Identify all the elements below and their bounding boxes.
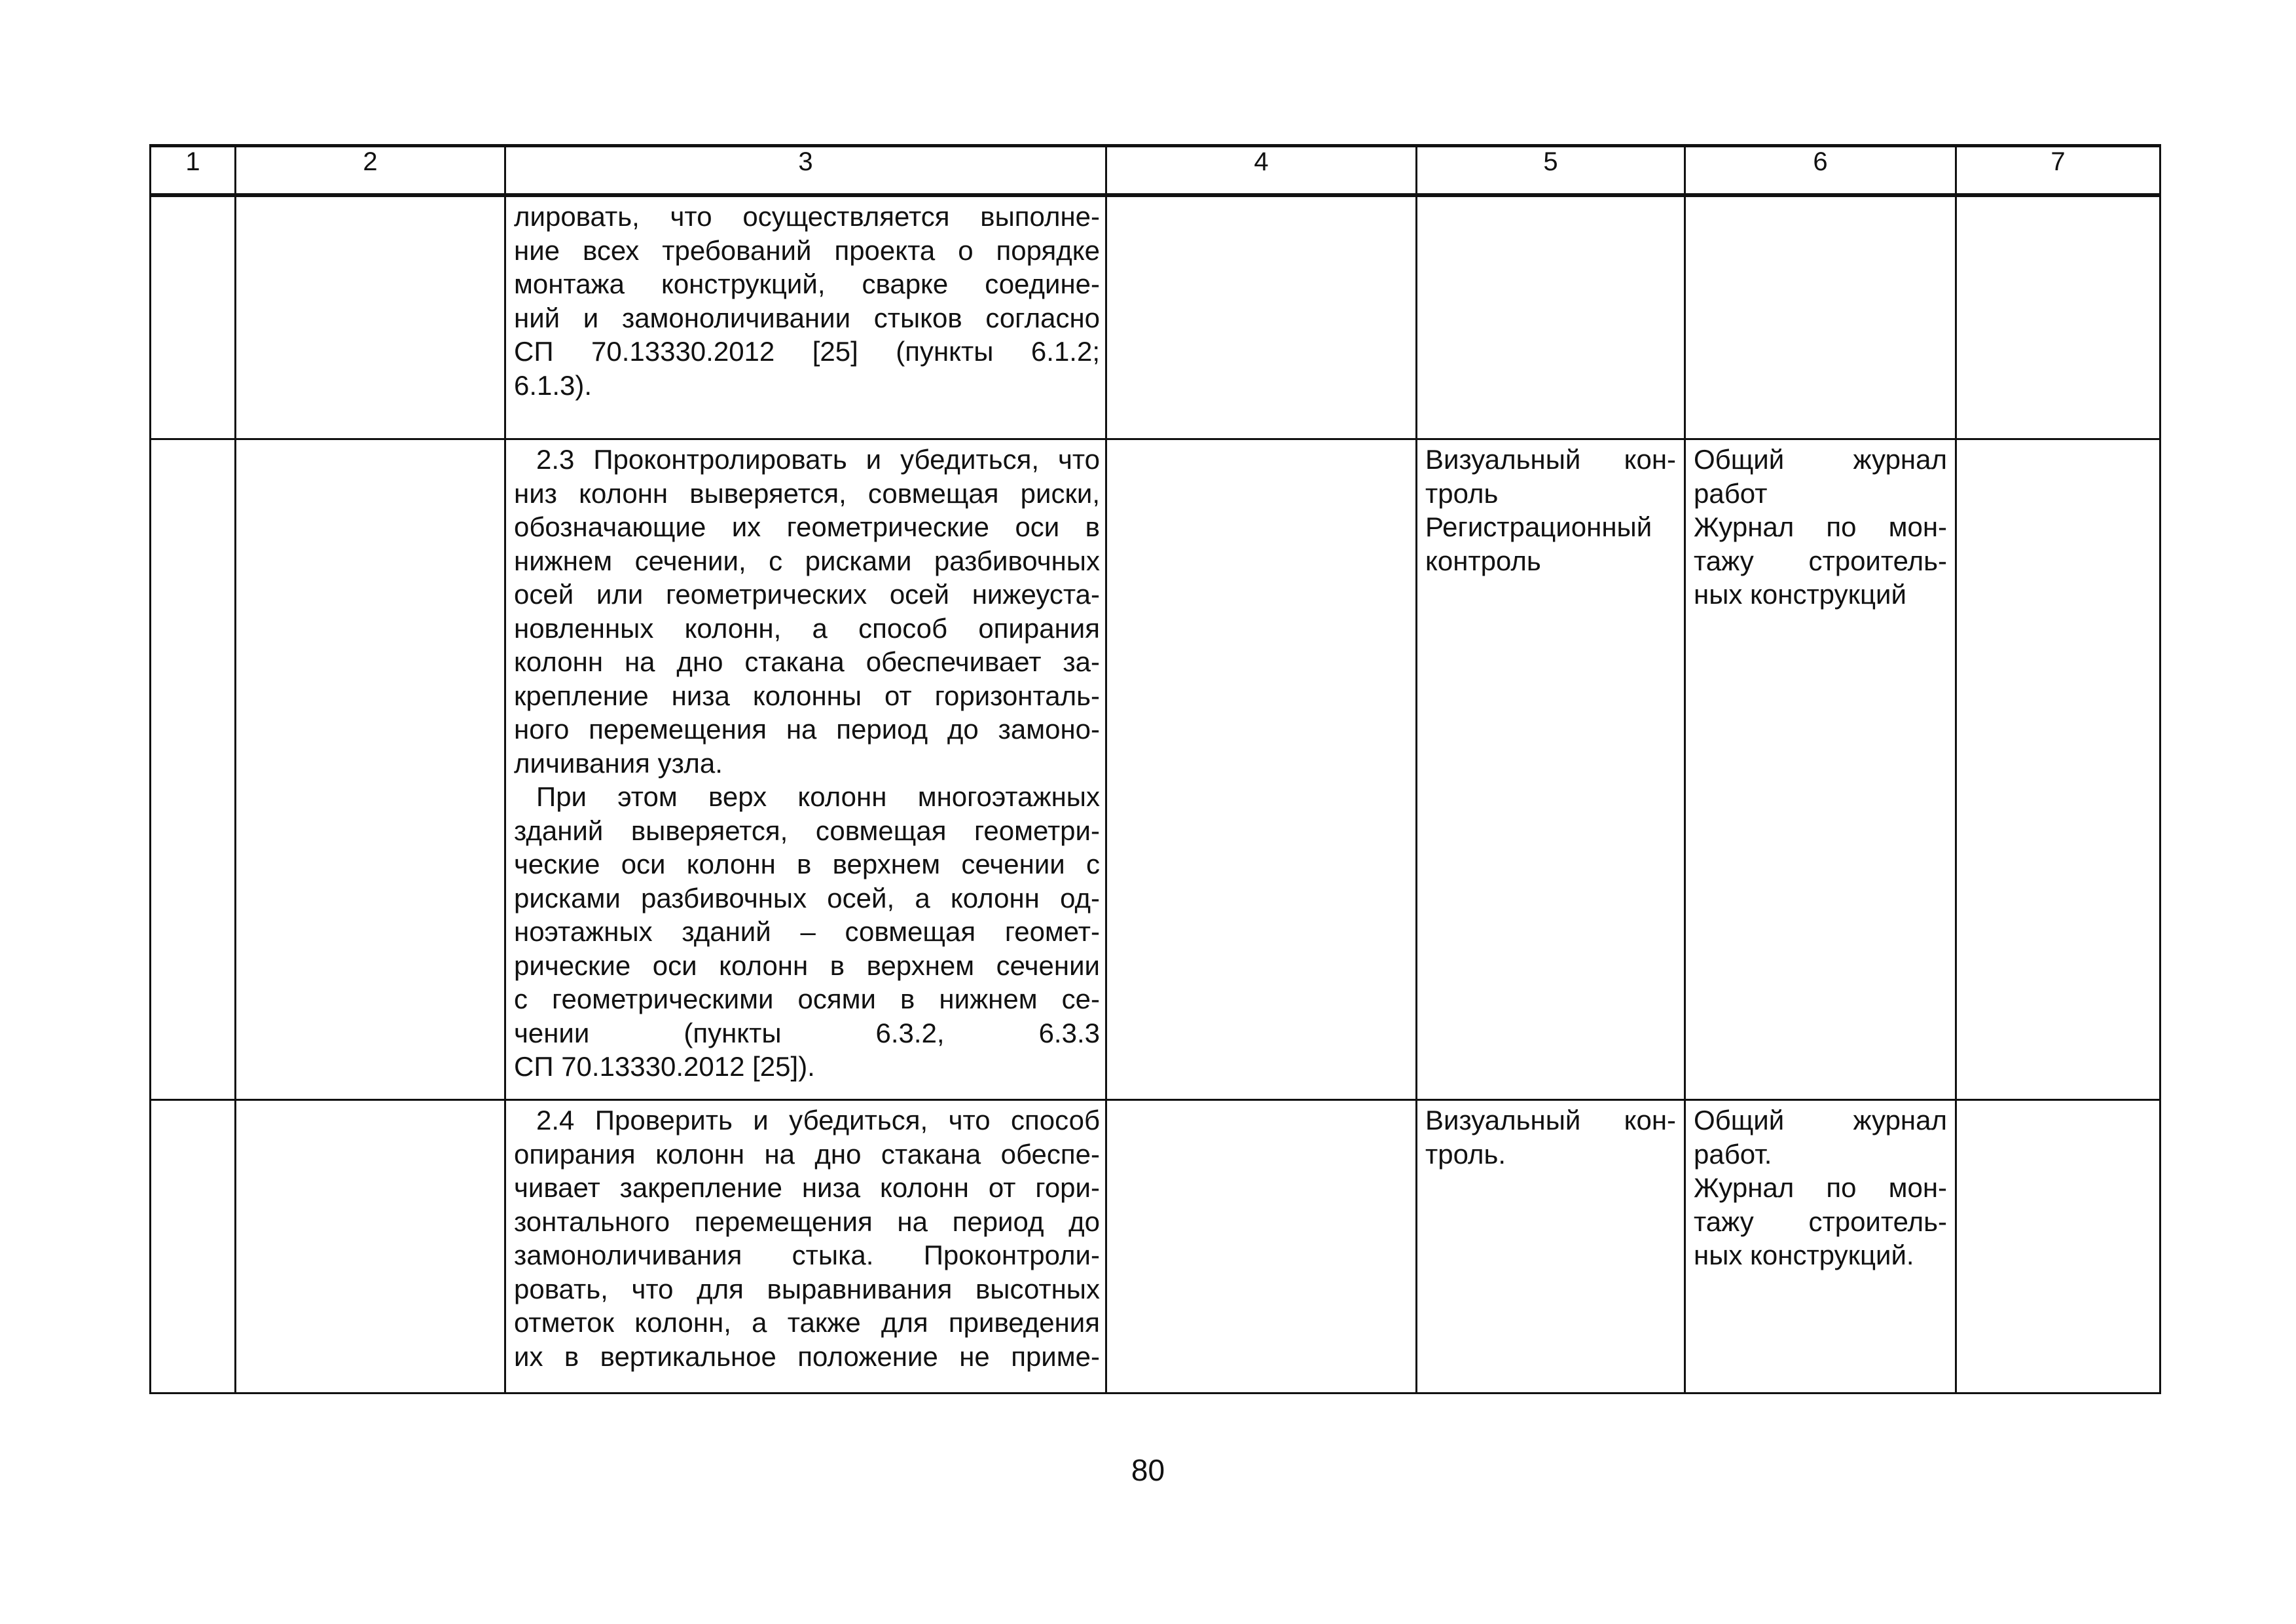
cell-col2 [236, 1100, 505, 1393]
text-line: рисками разбивочных осей, а колонн од- [514, 882, 1100, 913]
text-line: осей или геометрических осей нижеуста- [514, 579, 1100, 610]
cell-col5 [1417, 195, 1685, 439]
text-line: Журнал по мон- [1694, 511, 1947, 542]
text-line: с геометрическими осями в нижнем се- [514, 984, 1100, 1014]
cell-col4 [1106, 439, 1417, 1100]
text-line: отметок колонн, а также для приведения [514, 1307, 1100, 1338]
cell-col4 [1106, 195, 1417, 439]
col-header-1: 1 [151, 146, 236, 196]
cell-col1 [151, 195, 236, 439]
text-line: низ колонн выверяется, совмещая риски, [514, 477, 1100, 509]
text-line: чивает закрепление низа колонн от гори- [514, 1172, 1100, 1203]
text-line: новленных колонн, а способ опирания [514, 612, 1100, 644]
text-line: монтажа конструкций, сварке соедине- [514, 268, 1100, 299]
text-line: Регистрационный [1425, 511, 1652, 542]
col-header-7: 7 [1956, 146, 2160, 196]
text-line: обозначающие их геометрические оси в [514, 511, 1100, 542]
text-line: ных конструкций. [1694, 1240, 1914, 1270]
cell-col1 [151, 439, 236, 1100]
text-line: замоноличивания стыка. Проконтроли- [514, 1240, 1100, 1270]
text-line: При этом верх колонн многоэтажных [536, 781, 1100, 812]
requirements-table [149, 144, 2159, 1394]
cell-col6 [1685, 1100, 1956, 1393]
text-line: тажу строитель- [1694, 1206, 1947, 1237]
text-line: троль [1425, 477, 1499, 509]
cell-col7 [1956, 1100, 2160, 1393]
text-line: СП 70.13330.2012 [25] (пункты 6.1.2; [514, 336, 1100, 367]
cell-col2 [236, 439, 505, 1100]
table-row [151, 1100, 2160, 1393]
text-line: ных конструкций [1694, 579, 1906, 610]
cell-col3 [505, 1100, 1106, 1393]
text-line: Общий журнал [1694, 444, 1947, 475]
text-line: зданий выверяется, совмещая геометри- [514, 815, 1100, 846]
col-header-5: 5 [1417, 146, 1685, 196]
text-line: колонн на дно стакана обеспечивает за- [514, 646, 1100, 677]
text-line: работ. [1694, 1138, 1772, 1170]
col-header-4: 4 [1106, 146, 1417, 196]
col-header-2: 2 [236, 146, 505, 196]
cell-col4 [1106, 1100, 1417, 1393]
cell-col2 [236, 195, 505, 439]
cell-col7 [1956, 195, 2160, 439]
text-line: Визуальный кон- [1425, 444, 1676, 475]
table-row [151, 439, 2160, 1100]
text-line: тажу строитель- [1694, 545, 1947, 576]
text-line: ческие оси колонн в верхнем сечении с [514, 849, 1100, 879]
cell-col5 [1417, 439, 1685, 1100]
text-line: 2.4 Проверить и убедиться, что способ [536, 1105, 1100, 1135]
cell-col6 [1685, 195, 1956, 439]
cell-col7 [1956, 439, 2160, 1100]
text-line: их в вертикальное положение не приме- [514, 1340, 1100, 1372]
text-line: зонтального перемещения на период до [514, 1206, 1100, 1237]
cell-col6 [1685, 439, 1956, 1100]
text-line: 2.3 Проконтролировать и убедиться, что [536, 444, 1100, 475]
table-row [151, 195, 2160, 439]
cell-col3 [505, 195, 1106, 439]
text-line: ние всех требований проекта о порядке [514, 234, 1100, 266]
text-line: ного перемещения на период до замоно- [514, 714, 1100, 745]
text-line: ровать, что для выравнивания высотных [514, 1273, 1100, 1304]
col-header-3: 3 [505, 146, 1106, 196]
text-line: ний и замоноличивании стыков согласно [514, 302, 1100, 333]
text-line: Общий журнал [1694, 1105, 1947, 1135]
text-line: Визуальный кон- [1425, 1105, 1676, 1135]
text-line: личивания узла. [514, 747, 723, 779]
text-line: 6.1.3). [514, 369, 592, 401]
text-line: нижнем сечении, с рисками разбивочных [514, 545, 1100, 576]
text-line: лировать, что осуществляется выполне- [514, 201, 1100, 232]
text-line: крепление низа колонны от горизонталь- [514, 680, 1100, 711]
text-line: Журнал по мон- [1694, 1172, 1947, 1203]
cell-col5 [1417, 1100, 1685, 1393]
text-line: контроль [1425, 545, 1541, 576]
text-line: рические оси колонн в верхнем сечении [514, 950, 1100, 981]
header-row [151, 146, 2160, 196]
text-line: ноэтажных зданий – совмещая геомет- [514, 916, 1100, 947]
page-number: 80 [1131, 1453, 1165, 1487]
cell-col3 [505, 439, 1106, 1100]
text-line: опирания колонн на дно стакана обеспе- [514, 1138, 1100, 1170]
cell-col1 [151, 1100, 236, 1393]
text-line: работ [1694, 477, 1768, 509]
col-header-6: 6 [1685, 146, 1956, 196]
text-line: троль. [1425, 1138, 1506, 1170]
text-line: СП 70.13330.2012 [25]). [514, 1051, 815, 1082]
text-line: чении (пункты 6.3.2, 6.3.3 [514, 1017, 1100, 1048]
